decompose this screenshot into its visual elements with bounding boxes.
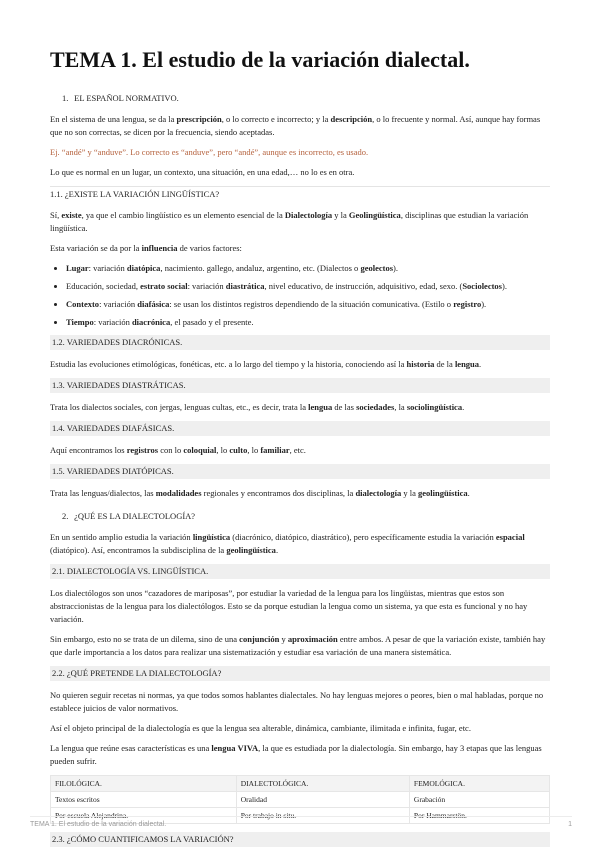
factor-contexto: [66, 298, 550, 311]
section-1-2-paragraph: [50, 358, 550, 371]
page-number: 1: [568, 821, 572, 828]
text-run: Esta variación se da por la: [50, 243, 142, 253]
document-title: TEMA 1. El estudio de la variación dialectal.: [50, 47, 470, 72]
section-2-1-paragraph-2: [50, 633, 550, 659]
table-cell: Oralidad: [236, 792, 409, 808]
table-header-cell: DIALECTOLÓGICA.: [236, 776, 409, 792]
text-run: (diacrónico, diatópico, diastrático), pero específicamente estudia la variación: [230, 532, 496, 542]
text-run: de varios factores:: [177, 243, 242, 253]
section-1-number: 1.: [62, 93, 69, 103]
factor-educacion: [66, 280, 550, 293]
text-run: , lo: [247, 445, 261, 455]
text-run: , lo: [216, 445, 230, 455]
text-run: , ya que el cambio lingüístico es un elemento esencial de la: [81, 210, 285, 220]
section-2-2-heading: 2.2. ¿QUÉ PRETENDE LA DIALECTOLOGÍA?: [50, 666, 550, 681]
text-run: : variación: [93, 317, 132, 327]
text-run: En el sistema de una lengua, se da la: [50, 114, 177, 124]
section-1-2-heading: 1.2. VARIEDADES DIACRÓNICAS.: [50, 335, 550, 350]
bold-term: Dialectología: [284, 210, 333, 220]
table-header-row: [51, 776, 550, 792]
section-1-4-paragraph: [50, 444, 550, 457]
text-run: , la que es estudiada por la dialectología. Sin embargo, hay 3 etapas que las lenguas pueden sufrir.: [50, 743, 542, 766]
table-cell: Por escuela Alejandrina.: [51, 808, 237, 824]
text-run: , nacimiento. gallego, andaluz, argentino, etc. (Dialectos o: [160, 263, 361, 273]
section-1-5-heading: 1.5. VARIEDADES DIATÓPICAS.: [50, 464, 550, 479]
section-1-paragraph-2: Lo que es normal en un lugar, un contexto, una situación, en una edad,… no lo es en otra.: [50, 167, 355, 177]
bold-term: lengua: [454, 359, 480, 369]
section-2-3-heading: 2.3. ¿CÓMO CUANTIFICAMOS LA VARIACIÓN?: [50, 832, 550, 847]
bold-term: sociedades: [356, 402, 395, 412]
section-1-example: Ej. “andé” y “anduve”. Lo correcto es “anduve”, pero “andé”, aunque es incorrecto, es usado.: [50, 147, 369, 157]
bold-term: Lugar: [66, 263, 89, 273]
section-1-1-paragraph-2: [50, 242, 550, 255]
section-1-3-paragraph: [50, 401, 550, 414]
bold-term: culto: [229, 445, 248, 455]
section-1-heading: [62, 92, 550, 104]
text-run: , nivel educativo, de instrucción, adquisitivo, edad, sexo. (: [264, 281, 463, 291]
text-run: regionales y encontramos dos disciplinas, la: [201, 488, 356, 498]
bold-term: Contexto: [66, 299, 100, 309]
bold-term: diafásica: [137, 299, 170, 309]
text-run: Trata las lenguas/dialectos, las: [50, 488, 156, 498]
text-run: .: [479, 359, 482, 369]
footer-title: TEMA 1. El estudio de la variación dialectal.: [30, 821, 167, 828]
bold-term: modalidades: [155, 488, 202, 498]
section-1-1-paragraph-1: [50, 209, 550, 235]
section-1-paragraph-1: [50, 113, 550, 139]
bold-term: lingüística: [192, 532, 231, 542]
text-run: y la: [332, 210, 349, 220]
bold-term: geolingüística: [226, 545, 276, 555]
text-run: En un sentido amplio estudia la variación: [50, 532, 193, 542]
text-run: y: [279, 634, 288, 644]
bold-term: familiar: [260, 445, 290, 455]
text-run: ).: [502, 281, 507, 291]
bold-term: diacrónica: [131, 317, 171, 327]
text-run: , el pasado y el presente.: [170, 317, 254, 327]
section-2-heading: [62, 510, 550, 522]
text-run: con lo: [158, 445, 184, 455]
table-cell: Por Hammarstön.: [409, 808, 549, 824]
text-run: : variación: [88, 263, 127, 273]
section-2-2-paragraph-1: No quieren seguir recetas ni normas, ya que todos somos hablantes dialectales. No hay lenguas mejores o peores, bien o mal habladas, porque no establece juicios de valor normativos.: [50, 690, 544, 713]
bold-term: existe: [61, 210, 82, 220]
section-2-1-paragraph-1: Los dialectólogos son unos “cazadores de mariposas”, por estudiar la variedad de la lengua para los lingüistas, mientras que estos son abstraccionistas de la lengua para los dialectólogos. Esto se da porque estudian la lengua como un sistema, ya que esta es funcional y no hay variación.: [50, 588, 528, 624]
bold-term: aproximación: [287, 634, 338, 644]
bold-term: coloquial: [183, 445, 217, 455]
bold-term: lengua VIVA: [211, 743, 259, 753]
text-run: .: [462, 402, 465, 412]
factors-list: [50, 262, 550, 329]
text-run: , la: [394, 402, 407, 412]
section-2-number: 2.: [62, 511, 69, 521]
text-run: Aquí encontramos los: [50, 445, 127, 455]
text-run: entre ambos. A pesar de que la variación existe, también hay que darle importancia a los datos para realizar una sistematización y estudiar esa variación de una manera sistemática.: [50, 634, 546, 657]
factor-lugar: [66, 262, 550, 275]
table-cell: Grabación: [409, 792, 549, 808]
bold-term: geolingüística: [418, 488, 468, 498]
text-run: (diatópico). Así, encontramos la subdisciplina de la: [50, 545, 227, 555]
text-run: : variación: [99, 299, 138, 309]
bold-term: registros: [126, 445, 159, 455]
text-run: Sí,: [50, 210, 62, 220]
bold-term: Tiempo: [66, 317, 94, 327]
bold-term: diatópica: [126, 263, 161, 273]
text-run: ).: [481, 299, 487, 309]
bold-term: historia: [406, 359, 435, 369]
section-2-title: ¿QUÉ ES LA DIALECTOLOGÍA?: [74, 511, 196, 521]
bold-term: diastrática: [225, 281, 265, 291]
bold-term: dialectología: [355, 488, 402, 498]
text-run: Estudia las evoluciones etimológicas, fonéticas, etc. a lo largo del tiempo y la historia, conociendo así la: [50, 359, 407, 369]
document-page: [50, 46, 550, 855]
text-run: de las: [332, 402, 357, 412]
text-run: Educación, sociedad,: [66, 281, 141, 291]
bold-term: registro: [453, 299, 482, 309]
section-2-2-paragraph-3: [50, 742, 550, 768]
table-cell: Por trabajo in situ.: [236, 808, 409, 824]
bold-term: Sociolectos: [462, 281, 502, 291]
text-run: La lengua que reúne esas características es una: [50, 743, 212, 753]
section-1-3-heading: 1.3. VARIEDADES DIASTRÁTICAS.: [50, 378, 550, 393]
page-footer: [30, 816, 572, 828]
bold-term: estrato social: [140, 281, 188, 291]
bold-term: influencia: [141, 243, 178, 253]
bold-term: prescripción: [176, 114, 222, 124]
bold-term: espacial: [495, 532, 525, 542]
section-1-title: EL ESPAÑOL NORMATIVO.: [74, 93, 179, 103]
bold-term: sociolingüística: [406, 402, 463, 412]
text-run: .: [275, 545, 279, 555]
section-2-1-heading: 2.1. DIALECTOLOGÍA VS. LINGÜÍSTICA.: [50, 564, 550, 579]
text-run: , etc.: [289, 445, 306, 455]
text-run: ).: [393, 263, 398, 273]
bold-term: conjunción: [239, 634, 280, 644]
factor-tiempo: [66, 316, 550, 329]
text-run: Sin embargo, esto no se trata de un dilema, sino de una: [50, 634, 240, 644]
bold-term: descripción: [330, 114, 373, 124]
text-run: Trata los dialectos sociales, con jergas, lenguas cultas, etc., es decir, trata la: [50, 402, 309, 412]
table-cell: Textos escritos: [51, 792, 237, 808]
bold-term: geolectos: [360, 263, 394, 273]
section-2-paragraph: [50, 531, 550, 557]
section-1-5-paragraph: [50, 487, 550, 500]
table-header-cell: FILOLÓGICA.: [51, 776, 237, 792]
text-run: , o lo frecuente y normal. Así, aunque hay formas que no son correctas, se dicen por la frecuencia, siendo aceptadas.: [50, 114, 541, 137]
text-run: , disciplinas que estudian la variación lingüística.: [50, 210, 529, 233]
text-run: : se usan los distintos registros dependiendo de la situación comunicativa. (Estilo o: [169, 299, 454, 309]
text-run: de la: [434, 359, 455, 369]
text-run: .: [467, 488, 470, 498]
bold-term: Geolingüística: [348, 210, 401, 220]
table-header-cell: FEMOLÓGICA.: [409, 776, 549, 792]
section-1-1-heading: 1.1. ¿EXISTE LA VARIACIÓN LINGÜÍSTICA?: [50, 186, 550, 201]
section-1-4-heading: 1.4. VARIEDADES DIAFÁSICAS.: [50, 421, 550, 436]
section-2-2-paragraph-2: Así el objeto principal de la dialectología es que la lengua sea alterable, dinámica, cambiante, ilimitada e infinita, fugar, etc.: [50, 723, 471, 733]
text-run: y la: [401, 488, 419, 498]
text-run: : variación: [187, 281, 226, 291]
table-row: [51, 792, 550, 808]
text-run: , o lo correcto e incorrecto; y la: [221, 114, 331, 124]
bold-term: lengua: [308, 402, 333, 412]
